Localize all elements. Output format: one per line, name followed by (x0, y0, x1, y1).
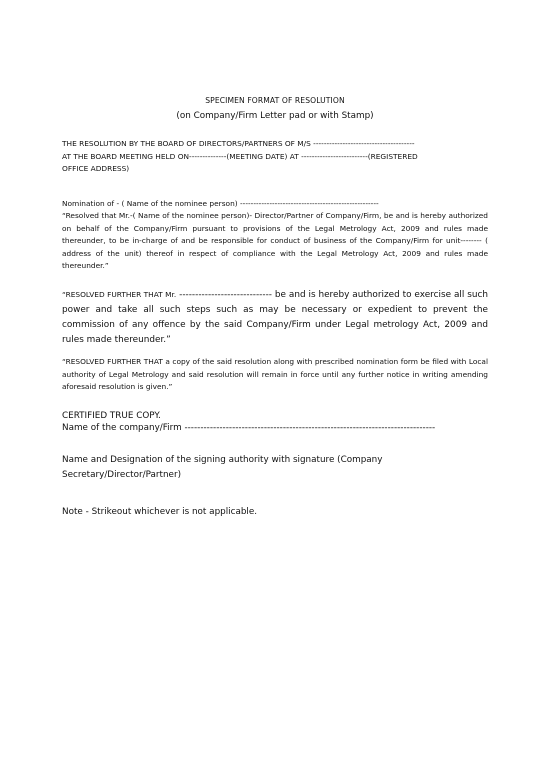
resolved-paragraph: “Resolved that Mr.-( Name of the nominee person)- Director/Partner of Company/Firm, be and is hereby authorized on behalf of the Company/Firm pursuant to provisions of the Legal Metrology Act, 2009 and rules made thereunder, to be in-charge of and be responsible for conduct of business of the Company/Firm for unit-------- ( address of the unit) thereof in respect of compliance with the Legal Metrology Act, 2009 and rules made thereunder.” (62, 211, 488, 270)
document-subtitle: (on Company/Firm Letter pad or with Stamp) (176, 111, 374, 121)
signing-authority: Name and Designation of the signing authority with signature (Company Secretary/Director/Partner) (62, 454, 383, 480)
certified-true-copy: CERTIFIED TRUE COPY. (62, 410, 161, 421)
document-body (62, 96, 488, 518)
certification-block (62, 410, 488, 434)
resolution-header (62, 138, 488, 176)
nomination-block (62, 198, 488, 273)
nomination-line: Nomination of - ( Name of the nominee person) ---------------------------------------------------- (62, 198, 379, 208)
resolution-line-1: THE RESOLUTION BY THE BOARD OF DIRECTORS/PARTNERS OF M/S -------------------------------------- (62, 139, 415, 148)
document-title: SPECIMEN FORMAT OF RESOLUTION (205, 96, 345, 105)
company-name-line: Name of the company/Firm ------------------------------------------------------------------------------- (62, 422, 436, 433)
resolved-further-lead: “RESOLVED FURTHER THAT Mr. (62, 289, 177, 299)
resolved-further-text: ----------------------------- be and is hereby authorized to exercise all such power and take all such steps such as may be necessary or expedient to prevent the commission of any offence by the said Company/Firm under Legal metrology Act, 2009 and rules made thereunder.” (62, 289, 488, 345)
note: Note - Strikeout whichever is not applicable. (62, 506, 258, 517)
resolution-line-3: OFFICE ADDRESS) (62, 164, 130, 173)
resolution-line-2: AT THE BOARD MEETING HELD ON--------------(MEETING DATE) AT -------------------------(REGISTERED (62, 151, 418, 161)
resolved-further-paragraph (62, 287, 488, 348)
resolved-further-copy-paragraph: “RESOLVED FURTHER THAT a copy of the said resolution along with prescribed nomination form be filed with Local authority of Legal Metrology and said resolution will remain in force until any further notice in writing amending aforesaid resolution is given.” (62, 357, 488, 392)
